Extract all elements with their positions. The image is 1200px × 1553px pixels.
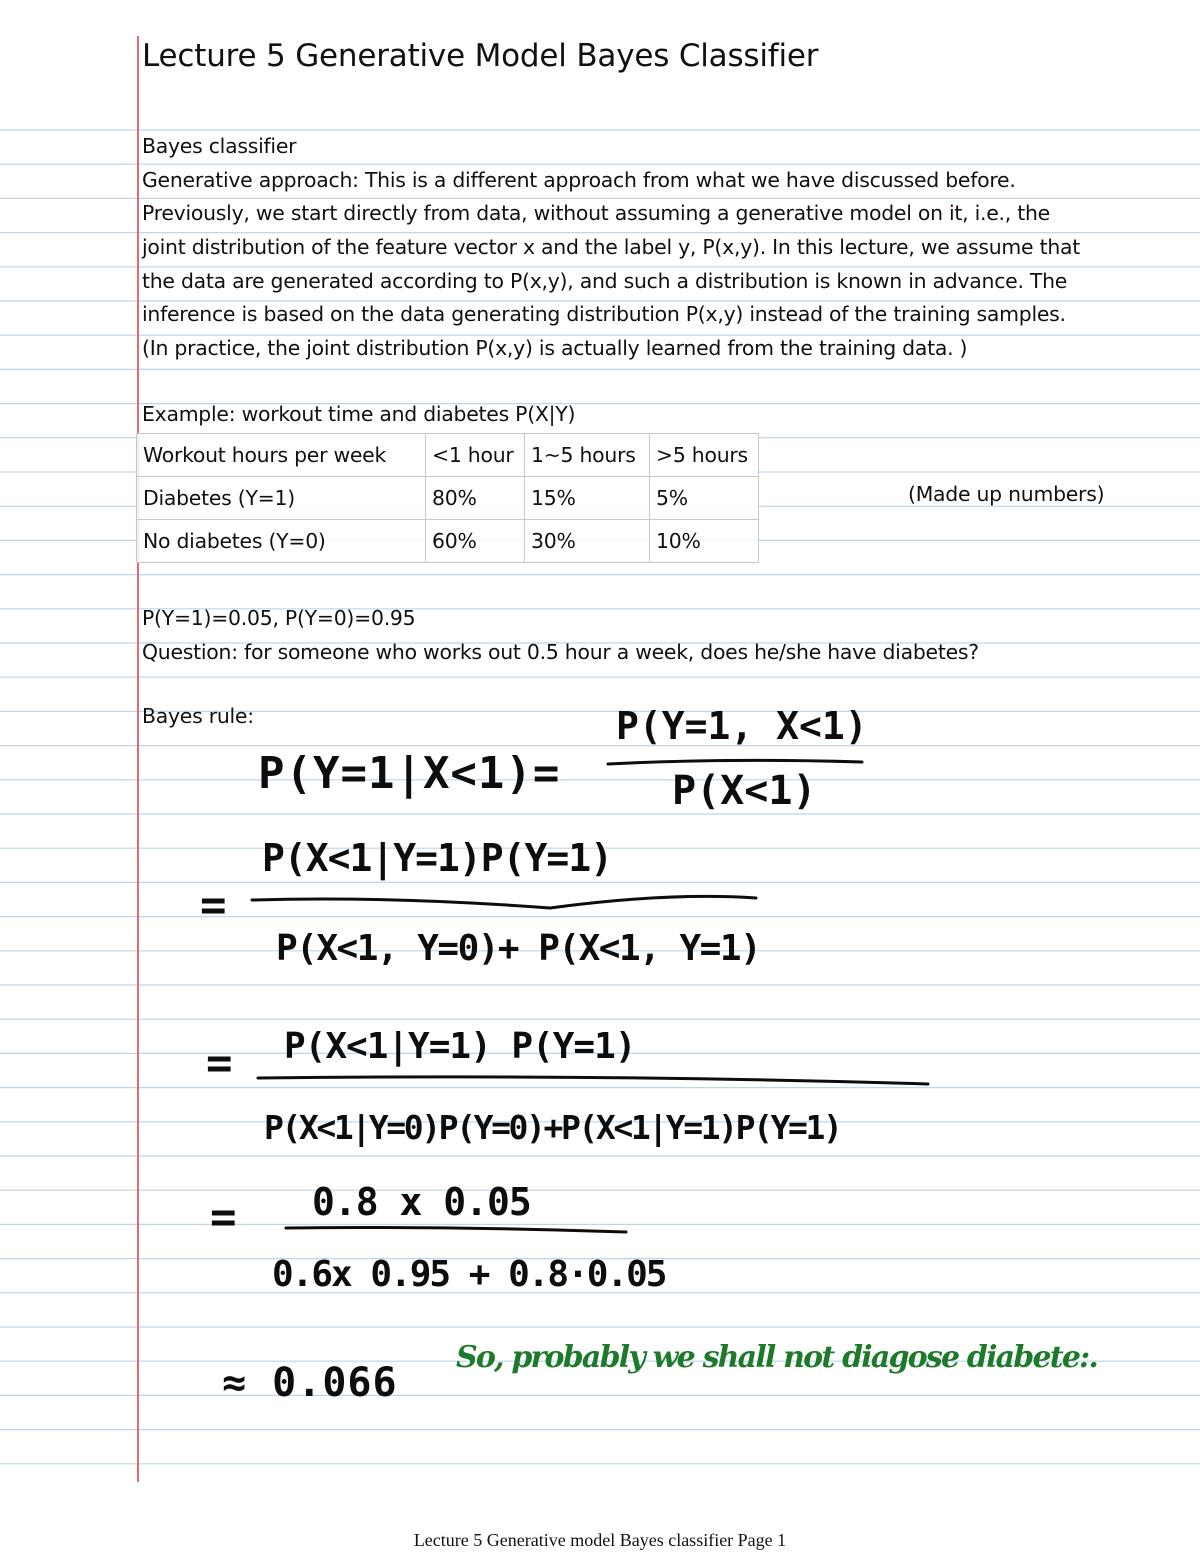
hw-frac1-numerator: P(Y=1, X<1) — [616, 704, 868, 748]
table-cell: 80% — [426, 477, 525, 520]
table-header-cell: 1~5 hours — [525, 434, 650, 477]
table-header-cell: Workout hours per week — [137, 434, 426, 477]
hw-equals: = — [206, 1038, 233, 1089]
hw-fraction-bar — [284, 1222, 630, 1236]
priors-block — [142, 602, 979, 669]
hw-frac3-denominator: P(X<1|Y=0)P(Y=0)+P(X<1|Y=1)P(Y=1) — [264, 1108, 841, 1147]
table-cell: 5% — [650, 477, 759, 520]
hw-conclusion: So, probably we shall not diagose diabete:. — [456, 1340, 1098, 1375]
made-up-note: (Made up numbers) — [908, 482, 1105, 506]
table-header-row — [137, 434, 759, 477]
intro-paragraph — [142, 130, 1194, 366]
bayes-rule-label: Bayes rule: — [142, 704, 254, 728]
paragraph-line: joint distribution of the feature vector x and the label y, P(x,y). In this lecture, we assume that — [142, 235, 1080, 260]
hw-frac2-numerator: P(X<1|Y=1)P(Y=1) — [262, 836, 613, 880]
hw-approx-result: ≈ 0.066 — [222, 1360, 398, 1406]
table-row — [137, 477, 759, 520]
example-label: Example: workout time and diabetes P(X|Y) — [142, 402, 576, 426]
paragraph-line: (In practice, the joint distribution P(x,y) is actually learned from the training data. ) — [142, 336, 968, 361]
hw-frac1-denominator: P(X<1) — [672, 768, 817, 814]
page-footer: Lecture 5 Generative model Bayes classifier Page 1 — [413, 1530, 787, 1550]
paragraph-line: Generative approach: This is a different approach from what we have discussed before. — [142, 167, 1016, 192]
paragraph-line: Previously, we start directly from data, without assuming a generative model on it, i.e., the — [142, 201, 1050, 226]
table-cell: 60% — [426, 520, 525, 563]
hw-lhs: P(Y=1|X<1)= — [258, 748, 561, 799]
prior-probabilities: P(Y=1)=0.05, P(Y=0)=0.95 — [142, 606, 416, 630]
table-row — [137, 520, 759, 563]
table-header-cell: <1 hour — [426, 434, 525, 477]
table-cell: 15% — [525, 477, 650, 520]
hw-frac4-numerator: 0.8 x 0.05 — [312, 1180, 531, 1224]
hw-equals: = — [210, 1192, 237, 1243]
paragraph-line: inference is based on the data generating distribution P(x,y) instead of the training samples. — [142, 302, 1066, 327]
table-cell: 30% — [525, 520, 650, 563]
paragraph-line: the data are generated according to P(x,y), and such a distribution is known in advance. The — [142, 268, 1068, 293]
page-title: Lecture 5 Generative Model Bayes Classifier — [142, 38, 819, 74]
hw-fraction-bar — [250, 890, 760, 916]
question-text: Question: for someone who works out 0.5 hour a week, does he/she have diabetes? — [142, 639, 979, 664]
table-cell: No diabetes (Y=0) — [137, 520, 426, 563]
table-cell: 10% — [650, 520, 759, 563]
hw-equals: = — [200, 880, 227, 931]
section-heading: Bayes classifier — [142, 134, 297, 158]
hw-fraction-bar — [256, 1070, 932, 1090]
table-cell: Diabetes (Y=1) — [137, 477, 426, 520]
hw-frac2-denominator: P(X<1, Y=0)+ P(X<1, Y=1) — [276, 928, 761, 969]
hw-frac4-denominator: 0.6x 0.95 + 0.8·0.05 — [272, 1254, 666, 1295]
table-header-cell: >5 hours — [650, 434, 759, 477]
hw-frac3-numerator: P(X<1|Y=1) P(Y=1) — [284, 1026, 636, 1067]
workout-diabetes-table — [136, 433, 759, 563]
